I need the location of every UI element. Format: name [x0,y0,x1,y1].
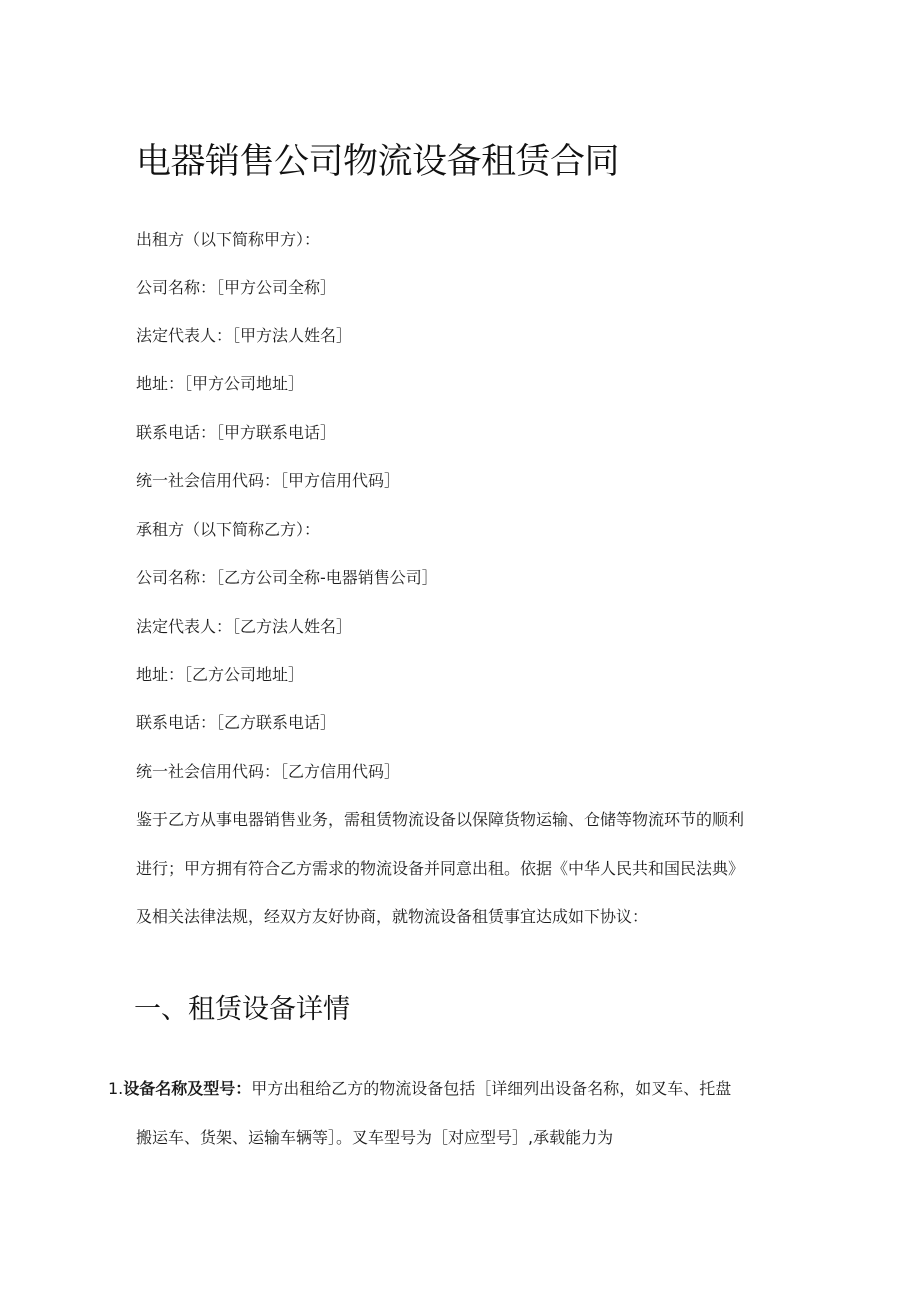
lessor-legal-rep: 法定代表人：［甲方法人姓名］ [136,326,353,345]
lessee-company-name: 公司名称：［乙方公司全称-电器销售公司］ [136,568,438,587]
document-title: 电器销售公司物流设备租赁合同 [136,142,620,182]
item-number: 1. [108,1079,124,1098]
item-1-line-2: 搬运车、货架、运输车辆等］。叉车型号为［对应型号］,承载能力为 [136,1128,614,1147]
preamble-line-2: 进行；甲方拥有符合乙方需求的物流设备并同意出租。依据《中华人民共和国民法典》 [136,859,745,878]
lessee-address: 地址：［乙方公司地址］ [136,665,305,684]
lessee-credit-code: 统一社会信用代码：［乙方信用代码］ [136,762,401,781]
lessor-company-name: 公司名称：［甲方公司全称］ [136,278,337,297]
lessee-phone: 联系电话：［乙方联系电话］ [136,713,337,732]
preamble-line-1: 鉴于乙方从事电器销售业务，需租赁物流设备以保障货物运输、仓储等物流环节的顺利 [136,810,745,829]
item-1-line-1 [108,1077,731,1101]
item-label: 设备名称及型号： [123,1079,252,1098]
section-heading: 一、租赁设备详情 [134,994,350,1025]
preamble-line-3: 及相关法律法规，经双方友好协商，就物流设备租赁事宜达成如下协议： [136,907,649,926]
lessor-credit-code: 统一社会信用代码：［甲方信用代码］ [136,471,401,490]
lessor-heading: 出租方（以下简称甲方）： [136,230,321,249]
item-text: 甲方出租给乙方的物流设备包括［详细列出设备名称，如叉车、托盘 [251,1079,732,1098]
lessee-heading: 承租方（以下简称乙方）： [136,520,321,539]
lessor-phone: 联系电话：［甲方联系电话］ [136,423,337,442]
lessor-address: 地址：［甲方公司地址］ [136,374,305,393]
lessee-legal-rep: 法定代表人：［乙方法人姓名］ [136,617,353,636]
